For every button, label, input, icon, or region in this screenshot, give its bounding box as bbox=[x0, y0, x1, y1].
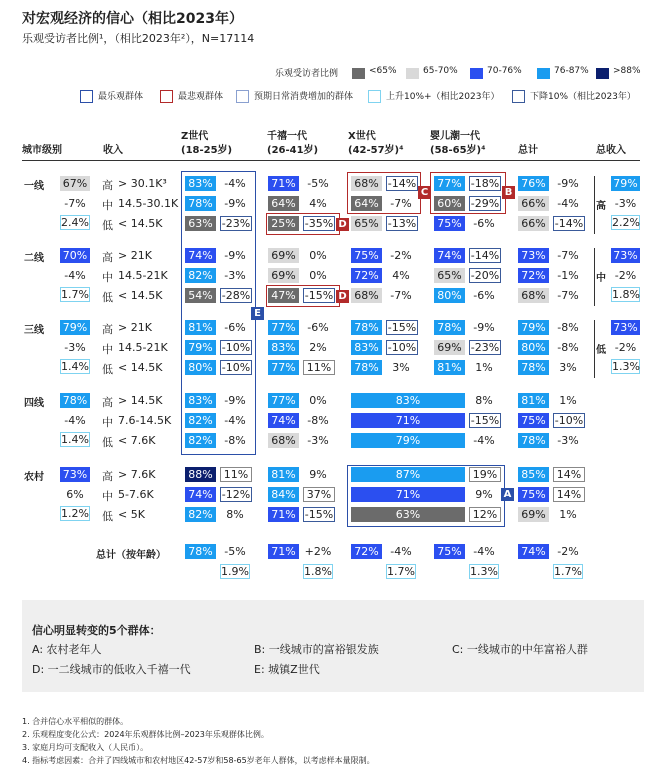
genz-change: -10% bbox=[221, 341, 251, 354]
age-total-value: 74% bbox=[518, 544, 549, 559]
total-value: 73% bbox=[518, 248, 549, 263]
older-change: -4% bbox=[473, 434, 495, 447]
legend-swatch bbox=[470, 68, 483, 79]
age-total-spend: 1.7% bbox=[387, 565, 415, 578]
millennial-value: 25% bbox=[268, 216, 299, 231]
millennial-change: 4% bbox=[309, 197, 327, 210]
total-change: 14% bbox=[553, 467, 585, 482]
genx-change: 3% bbox=[392, 361, 410, 374]
income-level: 高 bbox=[102, 323, 113, 336]
tag-c: C bbox=[418, 186, 431, 199]
income-total-bracket bbox=[594, 248, 595, 306]
income-range: < 5K bbox=[118, 508, 145, 521]
total-value: 75% bbox=[518, 487, 549, 502]
millennial-value: 71% bbox=[268, 176, 299, 191]
age-total-spend: 1.9% bbox=[221, 565, 249, 578]
income-level: 中 bbox=[102, 271, 113, 284]
insight-panel bbox=[22, 600, 644, 692]
income-total-label: 中 bbox=[596, 273, 606, 284]
city-tier-label: 一线 bbox=[24, 181, 44, 192]
city-tier-spend: 1.4% bbox=[61, 433, 89, 446]
genz-value: 74% bbox=[185, 248, 216, 263]
legend-bin-label: 70-76% bbox=[487, 66, 522, 76]
legend-most-pessimistic: 最悲观群体 bbox=[160, 89, 223, 102]
income-level: 高 bbox=[102, 251, 113, 264]
older-change: -15% bbox=[470, 414, 500, 427]
total-value: 66% bbox=[518, 196, 549, 211]
legend-swatch bbox=[537, 68, 550, 79]
older-value: 71% bbox=[351, 487, 465, 502]
income-range: 14.5-21K bbox=[118, 341, 168, 354]
age-total-change: +2% bbox=[304, 545, 332, 558]
genx-value: 75% bbox=[351, 248, 382, 263]
age-total-value: 71% bbox=[268, 544, 299, 559]
millennial-value: 69% bbox=[268, 268, 299, 283]
genz-value: 82% bbox=[185, 268, 216, 283]
legend-bin-label: 65-70% bbox=[423, 66, 458, 76]
income-level: 低 bbox=[102, 363, 113, 376]
legend-swatch bbox=[406, 68, 419, 79]
income-level: 低 bbox=[102, 436, 113, 449]
older-value: 63% bbox=[351, 507, 465, 522]
header-genz: Z世代 bbox=[181, 131, 209, 142]
total-change: 1% bbox=[559, 508, 577, 521]
city-tier-value: 79% bbox=[60, 320, 90, 335]
older-change: 9% bbox=[475, 488, 493, 501]
genz-change: -9% bbox=[224, 197, 246, 210]
legend-up: 上升10%+（相比2023年） bbox=[368, 89, 499, 102]
age-total-change: -4% bbox=[390, 545, 412, 558]
total-change: -8% bbox=[557, 341, 579, 354]
income-total-spend: 2.2% bbox=[612, 216, 640, 229]
millennial-value: 83% bbox=[268, 340, 299, 355]
total-value: 78% bbox=[518, 360, 549, 375]
age-total-change: -4% bbox=[473, 545, 495, 558]
genx-value: 68% bbox=[351, 288, 382, 303]
legend-down: 下降10%（相比2023年） bbox=[512, 89, 636, 102]
header-city: 城市级别 bbox=[22, 145, 62, 156]
total-value: 76% bbox=[518, 176, 549, 191]
header-income: 收入 bbox=[103, 145, 123, 156]
millennial-change: -35% bbox=[304, 217, 334, 230]
income-range: < 14.5K bbox=[118, 289, 163, 302]
millennial-value: 69% bbox=[268, 248, 299, 263]
millennial-change: 11% bbox=[303, 360, 335, 375]
age-total-change: -5% bbox=[224, 545, 246, 558]
income-range: 14.5-21K bbox=[118, 269, 168, 282]
footnote-2: 2. 乐观程度变化公式：2024年乐观群体比例–2023年乐观群体比例。 bbox=[22, 730, 269, 739]
income-total-change: -2% bbox=[614, 341, 637, 354]
income-level: 低 bbox=[102, 291, 113, 304]
income-range: > 14.5K bbox=[118, 394, 163, 407]
city-tier-change: -7% bbox=[64, 197, 86, 210]
income-total-value: 73% bbox=[611, 248, 640, 263]
millennial-value: 81% bbox=[268, 467, 299, 482]
tag-d2: D bbox=[336, 290, 349, 303]
frame-d2 bbox=[266, 285, 340, 307]
panel-item-e: E: 城镇Z世代 bbox=[254, 663, 320, 676]
boomer-value: 69% bbox=[434, 340, 465, 355]
genz-change: -4% bbox=[224, 414, 246, 427]
income-range: < 14.5K bbox=[118, 217, 163, 230]
city-tier-value: 70% bbox=[60, 248, 90, 263]
genz-value: 82% bbox=[185, 507, 216, 522]
legend-label: 乐观受访者比例 bbox=[275, 69, 339, 79]
panel-item-c: C: 一线城市的中年富裕人群 bbox=[452, 643, 588, 656]
income-level: 中 bbox=[102, 199, 113, 212]
panel-item-b: B: 一线城市的富裕银发族 bbox=[254, 643, 379, 656]
genz-change: 11% bbox=[220, 467, 252, 482]
total-change: 1% bbox=[559, 394, 577, 407]
frame-b bbox=[430, 172, 506, 214]
boomer-change: -23% bbox=[470, 341, 500, 354]
total-change: 3% bbox=[559, 361, 577, 374]
income-range: > 30.1K³ bbox=[118, 177, 167, 190]
genz-change: -28% bbox=[221, 289, 251, 302]
total-change: -8% bbox=[557, 321, 579, 334]
income-total-label: 低 bbox=[596, 345, 606, 356]
genz-change: -8% bbox=[224, 434, 246, 447]
panel-item-a: A: 农村老年人 bbox=[32, 643, 102, 656]
genz-change: -9% bbox=[224, 394, 246, 407]
total-change: -3% bbox=[557, 434, 579, 447]
total-value: 75% bbox=[518, 413, 549, 428]
millennial-value: 71% bbox=[268, 507, 299, 522]
income-level: 低 bbox=[102, 219, 113, 232]
city-tier-label: 农村 bbox=[24, 472, 44, 483]
city-tier-spend: 1.7% bbox=[61, 288, 89, 301]
millennial-value: 77% bbox=[268, 360, 299, 375]
tag-d1: D bbox=[336, 218, 349, 231]
income-total-label: 高 bbox=[596, 201, 606, 212]
income-range: 5-7.6K bbox=[118, 488, 154, 501]
millennial-change: -15% bbox=[304, 508, 334, 521]
panel-title: 信心明显转变的5个群体： bbox=[32, 624, 161, 637]
boomer-change: -9% bbox=[473, 321, 495, 334]
age-total-change: -2% bbox=[557, 545, 579, 558]
total-change: 14% bbox=[553, 487, 585, 502]
millennial-change: 0% bbox=[309, 394, 327, 407]
millennial-change: -3% bbox=[307, 434, 329, 447]
city-tier-value: 67% bbox=[60, 176, 90, 191]
millennial-value: 77% bbox=[268, 393, 299, 408]
total-value: 80% bbox=[518, 340, 549, 355]
genz-value: 88% bbox=[185, 467, 216, 482]
genz-change: -3% bbox=[224, 269, 246, 282]
city-tier-change: -4% bbox=[64, 269, 86, 282]
income-total-bracket bbox=[594, 176, 595, 234]
age-total-value: 78% bbox=[185, 544, 216, 559]
genz-value: 81% bbox=[185, 320, 216, 335]
total-change: -7% bbox=[557, 289, 579, 302]
genz-value: 79% bbox=[185, 340, 216, 355]
boomer-change: -6% bbox=[473, 217, 495, 230]
legend-bin-label: 76-87% bbox=[554, 66, 589, 76]
genz-value: 63% bbox=[185, 216, 216, 231]
city-tier-change: 6% bbox=[66, 488, 84, 501]
income-range: > 21K bbox=[118, 321, 152, 334]
city-tier-change: -3% bbox=[64, 341, 86, 354]
genz-value: 82% bbox=[185, 433, 216, 448]
genz-change: -6% bbox=[224, 321, 246, 334]
footnote-3: 3. 家庭月均可支配收入（人民币）。 bbox=[22, 743, 149, 752]
city-tier-spend: 2.4% bbox=[61, 216, 89, 229]
tag-b: B bbox=[502, 186, 515, 199]
legend-bin-label: <65% bbox=[369, 66, 397, 76]
income-range: 7.6-14.5K bbox=[118, 414, 172, 427]
legend-most-optimistic: 最乐观群体 bbox=[80, 89, 143, 102]
genx-value: 78% bbox=[351, 360, 382, 375]
footnote-1: 1. 合并信心水平相似的群体。 bbox=[22, 717, 129, 726]
income-total-spend: 1.8% bbox=[612, 288, 640, 301]
city-tier-value: 78% bbox=[60, 393, 90, 408]
boomer-value: 77% bbox=[434, 176, 465, 191]
genz-change: -4% bbox=[224, 177, 246, 190]
boomer-change: -29% bbox=[470, 197, 500, 210]
city-tier-label: 四线 bbox=[24, 398, 44, 409]
millennial-value: 47% bbox=[268, 288, 299, 303]
city-tier-spend: 1.4% bbox=[61, 360, 89, 373]
genx-change: 4% bbox=[392, 269, 410, 282]
boomer-value: 65% bbox=[434, 268, 465, 283]
boomer-value: 80% bbox=[434, 288, 465, 303]
city-tier-value: 73% bbox=[60, 467, 90, 482]
income-total-value: 73% bbox=[611, 320, 640, 335]
income-level: 中 bbox=[102, 416, 113, 429]
genx-change: -15% bbox=[387, 321, 417, 334]
frame-a bbox=[347, 465, 505, 527]
older-value: 79% bbox=[351, 433, 465, 448]
boomer-value: 78% bbox=[434, 320, 465, 335]
total-change: -14% bbox=[554, 217, 584, 230]
legend-bin-label: >88% bbox=[613, 66, 641, 76]
income-total-spend: 1.3% bbox=[612, 360, 640, 373]
total-change: -9% bbox=[557, 177, 579, 190]
genx-value: 68% bbox=[351, 176, 382, 191]
frame-c bbox=[347, 172, 421, 214]
older-value: 87% bbox=[351, 467, 465, 482]
boomer-value: 60% bbox=[434, 196, 465, 211]
genx-value: 78% bbox=[351, 320, 382, 335]
boomer-change: -20% bbox=[470, 269, 500, 282]
genz-change: -23% bbox=[221, 217, 251, 230]
millennial-value: 64% bbox=[268, 196, 299, 211]
millennial-value: 74% bbox=[268, 413, 299, 428]
income-range: < 14.5K bbox=[118, 361, 163, 374]
header-total: 总计 bbox=[518, 145, 538, 156]
older-change: 12% bbox=[469, 507, 501, 522]
panel-item-d: D: 一二线城市的低收入千禧一代 bbox=[32, 663, 191, 676]
genz-value: 80% bbox=[185, 360, 216, 375]
frame-d1 bbox=[266, 213, 340, 235]
total-value: 79% bbox=[518, 320, 549, 335]
genx-change: -2% bbox=[390, 249, 412, 262]
millennial-change: 9% bbox=[309, 468, 327, 481]
older-value: 71% bbox=[351, 413, 465, 428]
millennial-change: -5% bbox=[307, 177, 329, 190]
tag-e: E bbox=[251, 307, 264, 320]
income-total-bracket bbox=[594, 320, 595, 378]
age-total-value: 75% bbox=[434, 544, 465, 559]
header-total-income: 总收入 bbox=[596, 145, 626, 156]
genx-value: 65% bbox=[351, 216, 382, 231]
footnote-4: 4. 指标考虑因素：合并了四线城市和农村地区42-57岁和58-65岁老年人群体，以考虑样本量限制。 bbox=[22, 756, 375, 765]
genz-change: -10% bbox=[221, 361, 251, 374]
income-level: 中 bbox=[102, 490, 113, 503]
millennial-value: 84% bbox=[268, 487, 299, 502]
header-divider bbox=[22, 160, 640, 161]
millennial-change: 37% bbox=[303, 487, 335, 502]
header-millennial-age: (26-41岁) bbox=[267, 145, 319, 156]
millennial-change: -6% bbox=[307, 321, 329, 334]
genz-value: 54% bbox=[185, 288, 216, 303]
header-genz-age: (18-25岁) bbox=[181, 145, 233, 156]
legend-spend-increase: 预期日常消费增加的群体 bbox=[236, 89, 353, 102]
age-total-spend: 1.7% bbox=[554, 565, 582, 578]
millennial-change: -8% bbox=[307, 414, 329, 427]
genx-value: 83% bbox=[351, 340, 382, 355]
total-value: 66% bbox=[518, 216, 549, 231]
tag-a: A bbox=[501, 488, 514, 501]
boomer-value: 81% bbox=[434, 360, 465, 375]
genx-change: -13% bbox=[387, 217, 417, 230]
income-level: 中 bbox=[102, 343, 113, 356]
genx-change: -10% bbox=[387, 341, 417, 354]
total-value: 69% bbox=[518, 507, 549, 522]
income-level: 高 bbox=[102, 179, 113, 192]
income-total-value: 79% bbox=[611, 176, 640, 191]
header-boomer-age: (58-65岁)⁴ bbox=[430, 145, 486, 156]
age-total-value: 72% bbox=[351, 544, 382, 559]
total-value: 68% bbox=[518, 288, 549, 303]
header-millennial: 千禧一代 bbox=[267, 131, 307, 142]
boomer-change: -14% bbox=[470, 249, 500, 262]
frame-e-genz bbox=[181, 171, 256, 455]
boomer-change: -18% bbox=[470, 177, 500, 190]
genx-change: -14% bbox=[387, 177, 417, 190]
total-change: -7% bbox=[557, 249, 579, 262]
genx-change: -7% bbox=[390, 197, 412, 210]
total-value: 81% bbox=[518, 393, 549, 408]
millennial-change: -15% bbox=[304, 289, 334, 302]
header-genx: X世代 bbox=[348, 131, 376, 142]
city-tier-label: 二线 bbox=[24, 253, 44, 264]
city-tier-change: -4% bbox=[64, 414, 86, 427]
city-tier-label: 三线 bbox=[24, 325, 44, 336]
genz-value: 83% bbox=[185, 393, 216, 408]
total-change: -4% bbox=[557, 197, 579, 210]
genx-change: -7% bbox=[390, 289, 412, 302]
genx-value: 72% bbox=[351, 268, 382, 283]
genz-change: -12% bbox=[221, 488, 251, 501]
genz-value: 78% bbox=[185, 196, 216, 211]
genx-value: 64% bbox=[351, 196, 382, 211]
older-change: 8% bbox=[475, 394, 493, 407]
genz-value: 74% bbox=[185, 487, 216, 502]
millennial-change: 2% bbox=[309, 341, 327, 354]
boomer-value: 74% bbox=[434, 248, 465, 263]
boomer-change: 1% bbox=[475, 361, 493, 374]
income-range: 14.5-30.1K bbox=[118, 197, 179, 210]
totals-row-label: 总计（按年龄） bbox=[96, 550, 166, 561]
page-subtitle: 乐观受访者比例¹，（相比2023年²），N=17114 bbox=[22, 32, 255, 45]
total-value: 85% bbox=[518, 467, 549, 482]
income-level: 低 bbox=[102, 510, 113, 523]
income-total-change: -2% bbox=[614, 269, 637, 282]
millennial-value: 77% bbox=[268, 320, 299, 335]
millennial-change: 0% bbox=[309, 249, 327, 262]
millennial-value: 68% bbox=[268, 433, 299, 448]
total-value: 78% bbox=[518, 433, 549, 448]
header-boomer: 婴儿潮一代 bbox=[430, 131, 480, 142]
age-total-spend: 1.8% bbox=[304, 565, 332, 578]
older-change: 19% bbox=[469, 467, 501, 482]
genz-change: 8% bbox=[226, 508, 244, 521]
legend-swatch bbox=[596, 68, 609, 79]
boomer-value: 75% bbox=[434, 216, 465, 231]
page-title: 对宏观经济的信心（相比2023年） bbox=[22, 11, 243, 27]
genz-value: 83% bbox=[185, 176, 216, 191]
city-tier-spend: 1.2% bbox=[61, 507, 89, 520]
total-change: -10% bbox=[554, 414, 584, 427]
income-range: > 7.6K bbox=[118, 468, 156, 481]
total-change: -1% bbox=[557, 269, 579, 282]
legend-swatch bbox=[352, 68, 365, 79]
income-total-change: -3% bbox=[614, 197, 637, 210]
boomer-change: -6% bbox=[473, 289, 495, 302]
header-genx-age: (42-57岁)⁴ bbox=[348, 145, 404, 156]
millennial-change: 0% bbox=[309, 269, 327, 282]
age-total-spend: 1.3% bbox=[470, 565, 498, 578]
total-value: 72% bbox=[518, 268, 549, 283]
income-range: > 21K bbox=[118, 249, 152, 262]
income-level: 高 bbox=[102, 396, 113, 409]
income-range: < 7.6K bbox=[118, 434, 156, 447]
genz-value: 82% bbox=[185, 413, 216, 428]
genz-change: -9% bbox=[224, 249, 246, 262]
older-value: 83% bbox=[351, 393, 465, 408]
income-level: 高 bbox=[102, 470, 113, 483]
